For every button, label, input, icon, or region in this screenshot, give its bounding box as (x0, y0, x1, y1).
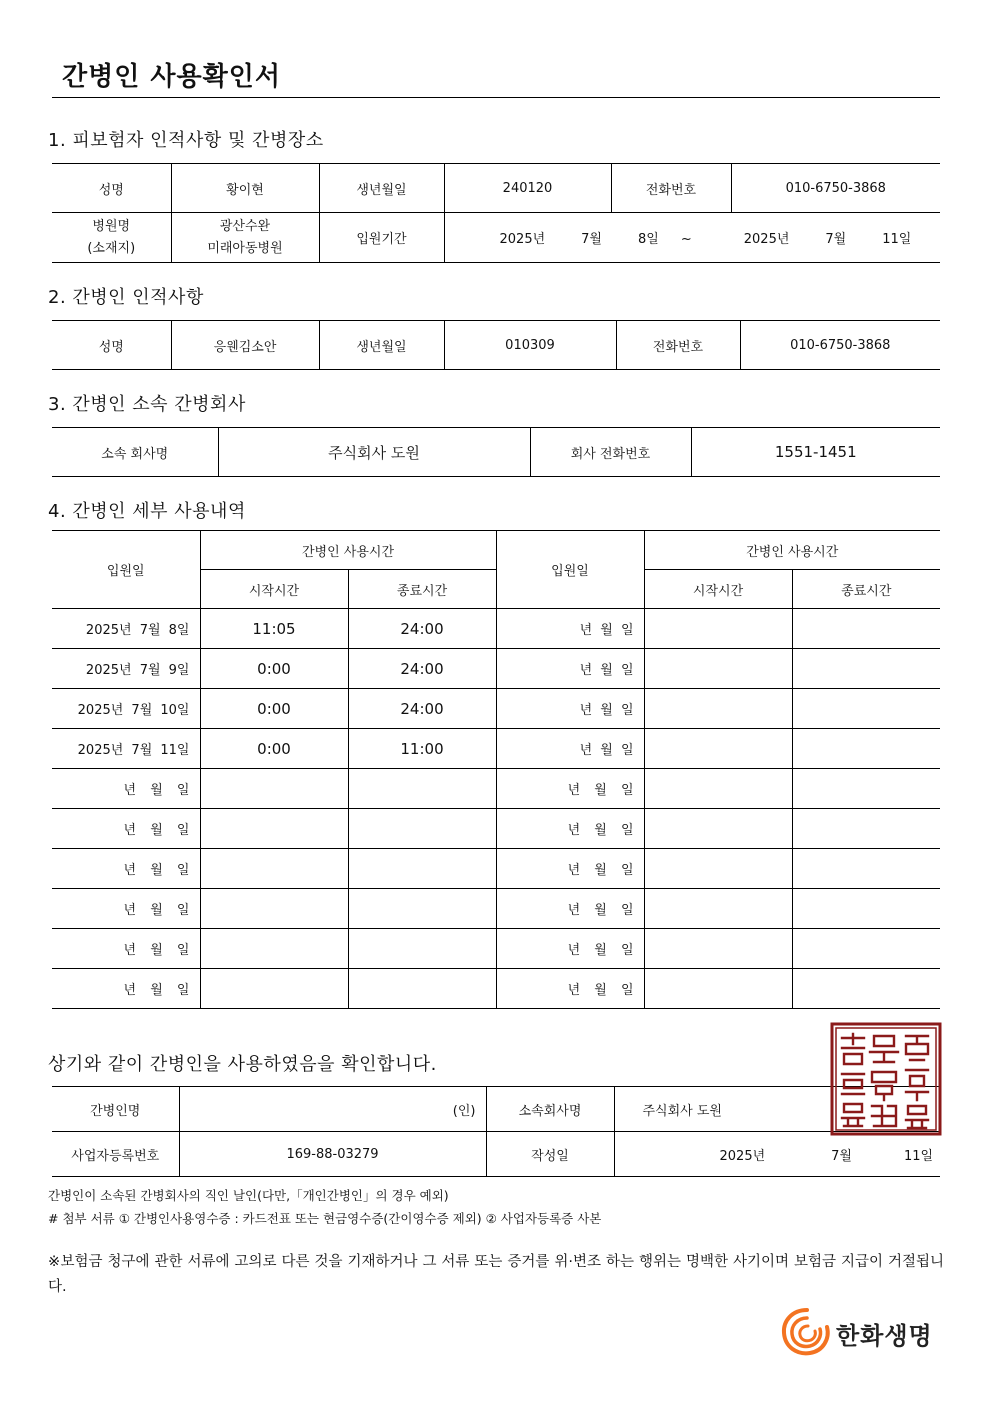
usage-right-start[interactable] (644, 889, 792, 929)
signature-table (52, 1086, 940, 1177)
insured-birth-label: 생년월일 (319, 164, 444, 213)
note-seal-requirement: 간병인이 소속된 간병회사의 직인 날인(다만,「개인간병인」의 경우 예외) (48, 1188, 449, 1203)
period-to-year: 2025년 (743, 232, 790, 247)
written-date-value[interactable] (614, 1132, 940, 1177)
usage-right-start[interactable] (644, 849, 792, 889)
caregiver-sign-value[interactable] (179, 1087, 486, 1132)
usage-right-date[interactable]: 년 월 일 (496, 849, 644, 889)
caregiver-sign-label: 간병인명 (52, 1087, 179, 1132)
usage-left-end[interactable] (348, 849, 496, 889)
usage-right-end[interactable] (792, 769, 940, 809)
written-date-month: 7월 (831, 1148, 852, 1164)
caregiver-name-label: 성명 (52, 321, 171, 370)
hospital-label (52, 213, 171, 263)
usage-right-date[interactable]: 년 월 일 (496, 649, 644, 689)
document-title: 간병인 사용확인서 (62, 62, 281, 92)
table-row (52, 969, 940, 1009)
usage-right-date[interactable]: 년 월 일 (496, 609, 644, 649)
table-row (52, 889, 940, 929)
section-2-heading: 2. 간병인 인적사항 (48, 287, 204, 308)
period-value[interactable] (444, 213, 940, 263)
written-date-day: 11일 (904, 1148, 934, 1164)
usage-right-date[interactable]: 년 월 일 (496, 729, 644, 769)
usage-left-date[interactable]: 2025년 7월 9일 (52, 649, 200, 689)
period-from-month: 7월 (581, 232, 602, 247)
usage-left-date[interactable]: 년 월 일 (52, 809, 200, 849)
usage-right-date[interactable]: 년 월 일 (496, 889, 644, 929)
caregiver-name-value[interactable]: 응웬김소안 (171, 321, 319, 370)
table-row (52, 809, 940, 849)
insured-name-value[interactable]: 황이현 (171, 164, 319, 213)
written-date-label: 작성일 (486, 1132, 614, 1177)
usage-left-end[interactable] (348, 769, 496, 809)
section-4-heading: 4. 간병인 세부 사용내역 (48, 501, 246, 522)
usage-right-end[interactable] (792, 969, 940, 1009)
confirmation-statement: 상기와 같이 간병인을 사용하였음을 확인합니다. (48, 1054, 437, 1075)
insured-birth-value[interactable]: 240120 (444, 164, 611, 213)
usage-right-start[interactable] (644, 609, 792, 649)
hospital-label-sub: (소재지) (87, 240, 136, 256)
usage-right-start[interactable] (644, 809, 792, 849)
usage-left-start[interactable]: 0:00 (200, 649, 348, 689)
usage-right-date-header: 입원일 (496, 531, 644, 609)
caregiver-phone-value[interactable]: 010-6750-3868 (740, 321, 940, 370)
caregiver-phone-label: 전화번호 (616, 321, 740, 370)
usage-right-date[interactable]: 년 월 일 (496, 929, 644, 969)
insured-name-label: 성명 (52, 164, 171, 213)
usage-right-end[interactable] (792, 889, 940, 929)
company-phone-label: 회사 전화번호 (530, 428, 691, 477)
usage-left-end[interactable]: 24:00 (348, 689, 496, 729)
usage-right-end[interactable] (792, 729, 940, 769)
period-from-day: 8일 (638, 232, 659, 247)
fraud-warning: ※보험금 청구에 관한 서류에 고의로 다른 것을 기재하거나 그 서류 또는 증거를 위·변조 하는 행위는 명백한 사기이며 보험금 지급이 거절됩니다. (48, 1254, 944, 1295)
table-row (52, 769, 940, 809)
usage-right-end[interactable] (792, 689, 940, 729)
period-to-day: 11일 (882, 232, 912, 247)
usage-right-start[interactable] (644, 649, 792, 689)
company-seal-stamp (830, 1022, 942, 1136)
insured-table (52, 163, 940, 263)
seal-mark: (인) (452, 1103, 476, 1119)
usage-right-start[interactable] (644, 769, 792, 809)
usage-left-start[interactable] (200, 809, 348, 849)
insured-phone-value[interactable]: 010-6750-3868 (731, 164, 940, 213)
caregiver-birth-label: 생년월일 (319, 321, 444, 370)
period-to-month: 7월 (825, 232, 847, 247)
usage-right-end[interactable] (792, 849, 940, 889)
title-divider (52, 97, 940, 98)
caregiver-table (52, 320, 940, 370)
usage-left-end[interactable]: 11:00 (348, 729, 496, 769)
period-from-year: 2025년 (499, 232, 546, 247)
hospital-value-line1: 광산수완 (219, 218, 271, 234)
section-1-heading: 1. 피보험자 인적사항 및 간병장소 (48, 130, 324, 151)
table-row (52, 609, 940, 649)
usage-left-end[interactable] (348, 969, 496, 1009)
table-row (52, 729, 940, 769)
usage-left-date[interactable]: 2025년 7월 10일 (52, 689, 200, 729)
hospital-label-main: 병원명 (92, 218, 131, 234)
usage-left-start[interactable] (200, 889, 348, 929)
hospital-value[interactable] (171, 213, 319, 263)
usage-right-start[interactable] (644, 729, 792, 769)
usage-left-date[interactable]: 2025년 7월 8일 (52, 609, 200, 649)
table-row (52, 689, 940, 729)
company-phone-value[interactable]: 1551-1451 (691, 428, 940, 477)
insured-phone-label: 전화번호 (611, 164, 731, 213)
usage-left-end[interactable]: 24:00 (348, 649, 496, 689)
usage-right-end-header: 종료시간 (792, 570, 940, 609)
usage-left-date[interactable]: 년 월 일 (52, 849, 200, 889)
bizno-value[interactable]: 169-88-03279 (179, 1132, 486, 1177)
brand-name: 한화생명 (836, 1322, 933, 1350)
usage-left-start-header: 시작시간 (200, 570, 348, 609)
written-date-year: 2025년 (719, 1148, 766, 1164)
caregiver-birth-value[interactable]: 010309 (444, 321, 616, 370)
usage-left-start[interactable]: 0:00 (200, 689, 348, 729)
usage-right-date[interactable]: 년 월 일 (496, 769, 644, 809)
usage-right-start[interactable] (644, 969, 792, 1009)
usage-right-date[interactable]: 년 월 일 (496, 969, 644, 1009)
bizno-label: 사업자등록번호 (52, 1132, 179, 1177)
usage-right-start-header: 시작시간 (644, 570, 792, 609)
company-name-value[interactable]: 주식회사 도원 (218, 428, 530, 477)
usage-left-date[interactable]: 2025년 7월 11일 (52, 729, 200, 769)
usage-right-time-header: 간병인 사용시간 (644, 531, 940, 570)
hospital-value-line2: 미래아동병원 (207, 240, 283, 256)
note-attachments: # 첨부 서류 ① 간병인사용영수증 : 카드전표 또는 현금영수증(간이영수증 제외) ② 사업자등록증 사본 (48, 1211, 602, 1226)
usage-right-end[interactable] (792, 929, 940, 969)
usage-right-date[interactable]: 년 월 일 (496, 809, 644, 849)
usage-left-date[interactable]: 년 월 일 (52, 929, 200, 969)
usage-left-end[interactable] (348, 809, 496, 849)
usage-left-end[interactable] (348, 889, 496, 929)
usage-right-end[interactable] (792, 609, 940, 649)
usage-left-date[interactable]: 년 월 일 (52, 769, 200, 809)
usage-left-start[interactable]: 11:05 (200, 609, 348, 649)
usage-left-end-header: 종료시간 (348, 570, 496, 609)
usage-table (52, 530, 940, 1009)
period-label: 입원기간 (319, 213, 444, 263)
usage-left-date[interactable]: 년 월 일 (52, 889, 200, 929)
table-row (52, 649, 940, 689)
usage-left-date[interactable]: 년 월 일 (52, 969, 200, 1009)
table-row (52, 849, 940, 889)
usage-left-date-header: 입원일 (52, 531, 200, 609)
usage-left-end[interactable] (348, 929, 496, 969)
usage-right-end[interactable] (792, 809, 940, 849)
usage-right-date[interactable]: 년 월 일 (496, 689, 644, 729)
usage-right-end[interactable] (792, 649, 940, 689)
usage-left-start[interactable] (200, 849, 348, 889)
hanwha-life-logo-icon (780, 1306, 834, 1358)
usage-left-start[interactable]: 0:00 (200, 729, 348, 769)
period-separator: ~ (680, 232, 692, 247)
usage-right-start[interactable] (644, 929, 792, 969)
usage-left-time-header: 간병인 사용시간 (200, 531, 496, 570)
company-table (52, 427, 940, 477)
usage-left-end[interactable]: 24:00 (348, 609, 496, 649)
sign-company-label: 소속회사명 (486, 1087, 614, 1132)
usage-left-start[interactable] (200, 769, 348, 809)
usage-left-start[interactable] (200, 969, 348, 1009)
usage-left-start[interactable] (200, 929, 348, 969)
section-3-heading: 3. 간병인 소속 간병회사 (48, 394, 246, 415)
usage-right-start[interactable] (644, 689, 792, 729)
table-row (52, 929, 940, 969)
company-name-label: 소속 회사명 (52, 428, 218, 477)
sign-company-value[interactable]: 주식회사 도원 (614, 1087, 940, 1132)
